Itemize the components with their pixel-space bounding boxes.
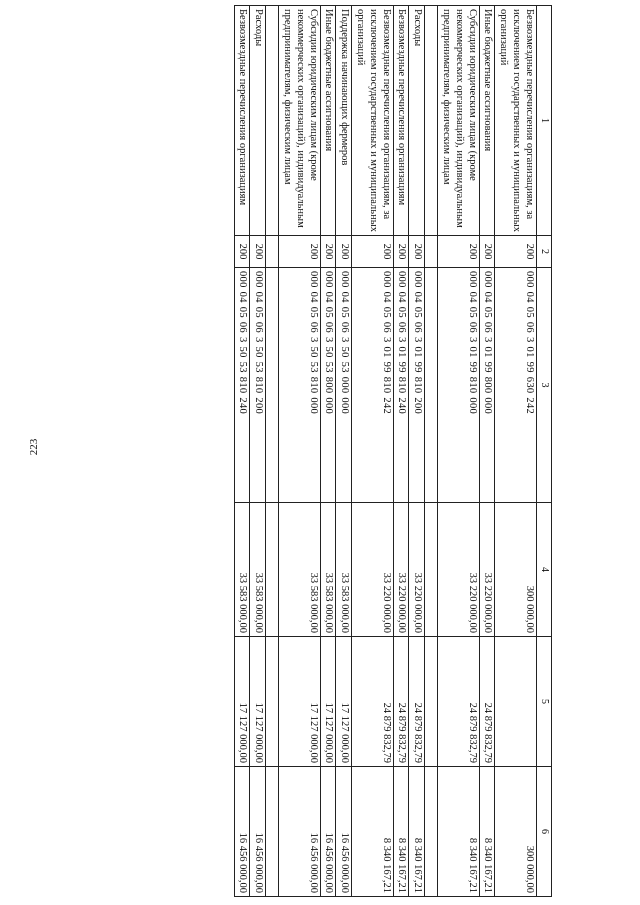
code-segment: 000 <box>339 397 351 415</box>
code-segment: 3 <box>253 336 265 343</box>
spacer-row <box>266 6 279 897</box>
code-segment: 01 <box>523 346 535 358</box>
code-segment: 04 <box>412 291 424 303</box>
remaining-amount-cell: 8 340 167,21 <box>479 767 495 897</box>
code-segment: 000 <box>412 271 424 288</box>
code-segment: 000 <box>253 271 265 288</box>
code-segment: 810 <box>466 376 478 394</box>
spacer-cell <box>266 637 279 767</box>
spacer-cell <box>425 236 438 268</box>
code-segment: 242 <box>380 397 392 415</box>
code-segment: 000 <box>339 376 351 394</box>
code-segment: 200 <box>253 397 265 415</box>
spacer-cell <box>266 503 279 637</box>
code-segment: 000 <box>482 271 494 288</box>
spacer-cell <box>425 767 438 897</box>
code-segment: 000 <box>380 271 392 288</box>
remaining-amount-cell: 16 456 000,00 <box>234 767 250 897</box>
admin-code-cell: 200 <box>479 236 495 268</box>
code-segment: 810 <box>307 376 319 394</box>
code-segment: 01 <box>466 346 478 358</box>
code-segment: 200 <box>412 397 424 415</box>
code-segment: 06 <box>237 321 249 333</box>
row-name-cell: Субсидии юридическим лицам (кроме некоммерческих организаций), индивидуальным предпринимателям, физическим лицам <box>438 6 479 236</box>
admin-code-cell: 200 <box>393 236 409 268</box>
code-segment: 06 <box>339 321 351 333</box>
row-name-cell: Иные бюджетные ассигнования <box>320 6 336 236</box>
executed-amount-cell: 17 127 000,00 <box>279 637 320 767</box>
executed-amount-cell: 17 127 000,00 <box>320 637 336 767</box>
approved-amount-cell: 33 583 000,00 <box>279 503 320 637</box>
row-name-cell: Безвозмездные перечисления организациям, за исключением государственных и муниципальных организаций <box>352 6 393 236</box>
code-segment: 810 <box>412 376 424 394</box>
approved-amount-cell: 33 220 000,00 <box>438 503 479 637</box>
row-name-cell: Субсидии юридическим лицам (кроме некоммерческих организаций), индивидуальным предпринимателям, физическим лицам <box>279 6 320 236</box>
code-segment: 3 <box>380 336 392 343</box>
admin-code-cell: 200 <box>250 236 266 268</box>
code-segment: 04 <box>380 291 392 303</box>
code-segment: 99 <box>412 361 424 373</box>
remaining-amount-cell: 8 340 167,21 <box>352 767 393 897</box>
code-segment: 99 <box>380 361 392 373</box>
approved-amount-cell: 33 220 000,00 <box>479 503 495 637</box>
code-segment: 3 <box>466 336 478 343</box>
code-segment: 05 <box>523 306 535 318</box>
approved-amount-cell: 33 220 000,00 <box>352 503 393 637</box>
table-row <box>495 6 536 897</box>
column-header-4: 4 <box>536 503 551 637</box>
code-segment: 810 <box>253 376 265 394</box>
code-segment: 3 <box>396 336 408 343</box>
table-row <box>336 6 352 897</box>
admin-code-cell: 200 <box>409 236 425 268</box>
rotated-page-content <box>74 5 552 896</box>
code-segment: 01 <box>396 346 408 358</box>
code-segment: 000 <box>307 397 319 415</box>
code-segment: 06 <box>380 321 392 333</box>
budget-code-cell <box>438 268 479 503</box>
code-segment: 05 <box>339 306 351 318</box>
code-segment: 3 <box>307 336 319 343</box>
code-segment: 810 <box>380 376 392 394</box>
approved-amount-cell: 33 220 000,00 <box>393 503 409 637</box>
row-name-cell: Расходы <box>250 6 266 236</box>
code-segment: 000 <box>466 271 478 288</box>
header-row <box>536 6 551 897</box>
code-segment: 06 <box>412 321 424 333</box>
spacer-cell <box>425 6 438 236</box>
executed-amount-cell: 17 127 000,00 <box>336 637 352 767</box>
code-segment: 05 <box>380 306 392 318</box>
code-segment: 000 <box>323 271 335 288</box>
column-header-3: 3 <box>536 268 551 503</box>
budget-code-cell <box>393 268 409 503</box>
code-segment: 3 <box>523 336 535 343</box>
spacer-cell <box>425 637 438 767</box>
column-header-5: 5 <box>536 637 551 767</box>
code-segment: 810 <box>396 376 408 394</box>
remaining-amount-cell: 8 340 167,21 <box>438 767 479 897</box>
admin-code-cell: 200 <box>320 236 336 268</box>
code-segment: 04 <box>237 291 249 303</box>
row-name-cell: Поддержка начинающих фермеров <box>336 6 352 236</box>
remaining-amount-cell: 16 456 000,00 <box>336 767 352 897</box>
budget-code-cell <box>234 268 250 503</box>
admin-code-cell: 200 <box>438 236 479 268</box>
code-segment: 05 <box>412 306 424 318</box>
code-segment: 242 <box>523 397 535 415</box>
code-segment: 800 <box>323 376 335 394</box>
remaining-amount-cell: 16 456 000,00 <box>320 767 336 897</box>
approved-amount-cell: 300 000,00 <box>495 503 536 637</box>
admin-code-cell: 200 <box>234 236 250 268</box>
approved-amount-cell: 33 583 000,00 <box>234 503 250 637</box>
code-segment: 50 <box>307 346 319 358</box>
code-segment: 53 <box>237 361 249 373</box>
code-segment: 04 <box>466 291 478 303</box>
code-segment: 630 <box>523 376 535 394</box>
budget-code-cell <box>479 268 495 503</box>
code-segment: 99 <box>523 361 535 373</box>
column-header-6: 6 <box>536 767 551 897</box>
admin-code-cell: 200 <box>495 236 536 268</box>
code-segment: 04 <box>323 291 335 303</box>
code-segment: 06 <box>323 321 335 333</box>
row-name-cell: Безвозмездные перечисления организациям <box>393 6 409 236</box>
code-segment: 04 <box>307 291 319 303</box>
code-segment: 3 <box>237 336 249 343</box>
code-segment: 800 <box>482 376 494 394</box>
code-segment: 04 <box>339 291 351 303</box>
budget-code-cell <box>352 268 393 503</box>
table-row <box>479 6 495 897</box>
budget-code-cell <box>495 268 536 503</box>
code-segment: 05 <box>323 306 335 318</box>
code-segment: 000 <box>237 271 249 288</box>
row-name-cell: Безвозмездные перечисления организациям, за исключением государственных и муниципальных организаций <box>495 6 536 236</box>
table-row <box>234 6 250 897</box>
code-segment: 05 <box>237 306 249 318</box>
remaining-amount-cell: 8 340 167,21 <box>409 767 425 897</box>
code-segment: 06 <box>466 321 478 333</box>
admin-code-cell: 200 <box>336 236 352 268</box>
code-segment: 01 <box>380 346 392 358</box>
code-segment: 50 <box>237 346 249 358</box>
table-row <box>320 6 336 897</box>
code-segment: 000 <box>339 271 351 288</box>
row-name-cell: Иные бюджетные ассигнования <box>479 6 495 236</box>
column-header-2: 2 <box>536 236 551 268</box>
code-segment: 000 <box>307 271 319 288</box>
code-segment: 05 <box>466 306 478 318</box>
code-segment: 01 <box>482 346 494 358</box>
table-row <box>279 6 320 897</box>
column-header-1: 1 <box>536 6 551 236</box>
budget-code-cell <box>409 268 425 503</box>
admin-code-cell: 200 <box>279 236 320 268</box>
code-segment: 3 <box>482 336 494 343</box>
executed-amount-cell: 17 127 000,00 <box>234 637 250 767</box>
table-row <box>409 6 425 897</box>
code-segment: 53 <box>307 361 319 373</box>
code-segment: 04 <box>253 291 265 303</box>
code-segment: 06 <box>396 321 408 333</box>
budget-table <box>234 5 552 897</box>
code-segment: 000 <box>482 397 494 415</box>
remaining-amount-cell: 300 000,00 <box>495 767 536 897</box>
code-segment: 3 <box>323 336 335 343</box>
remaining-amount-cell: 16 456 000,00 <box>250 767 266 897</box>
spacer-cell <box>425 268 438 503</box>
code-segment: 05 <box>253 306 265 318</box>
budget-code-cell <box>250 268 266 503</box>
table-row <box>393 6 409 897</box>
row-name-cell: Безвозмездные перечисления организациям <box>234 6 250 236</box>
spacer-cell <box>266 236 279 268</box>
approved-amount-cell: 33 583 000,00 <box>336 503 352 637</box>
code-segment: 50 <box>339 346 351 358</box>
approved-amount-cell: 33 583 000,00 <box>250 503 266 637</box>
executed-amount-cell <box>495 637 536 767</box>
executed-amount-cell: 24 879 832,79 <box>479 637 495 767</box>
spacer-cell <box>266 767 279 897</box>
code-segment: 000 <box>323 397 335 415</box>
code-segment: 240 <box>396 397 408 415</box>
code-segment: 99 <box>482 361 494 373</box>
code-segment: 06 <box>307 321 319 333</box>
code-segment: 06 <box>523 321 535 333</box>
page-number: 223 <box>28 438 40 456</box>
code-segment: 53 <box>339 361 351 373</box>
code-segment: 04 <box>396 291 408 303</box>
code-segment: 000 <box>396 271 408 288</box>
code-segment: 05 <box>307 306 319 318</box>
code-segment: 3 <box>412 336 424 343</box>
code-segment: 50 <box>323 346 335 358</box>
code-segment: 000 <box>523 271 535 288</box>
code-segment: 53 <box>323 361 335 373</box>
approved-amount-cell: 33 220 000,00 <box>409 503 425 637</box>
code-segment: 000 <box>466 397 478 415</box>
table-row <box>352 6 393 897</box>
spacer-cell <box>266 6 279 236</box>
budget-code-cell <box>279 268 320 503</box>
code-segment: 06 <box>482 321 494 333</box>
code-segment: 50 <box>253 346 265 358</box>
budget-code-cell <box>320 268 336 503</box>
budget-code-cell <box>336 268 352 503</box>
executed-amount-cell: 24 879 832,79 <box>393 637 409 767</box>
code-segment: 99 <box>466 361 478 373</box>
table-row <box>250 6 266 897</box>
code-segment: 06 <box>253 321 265 333</box>
spacer-row <box>425 6 438 897</box>
admin-code-cell: 200 <box>352 236 393 268</box>
code-segment: 99 <box>396 361 408 373</box>
code-segment: 04 <box>523 291 535 303</box>
executed-amount-cell: 24 879 832,79 <box>352 637 393 767</box>
code-segment: 3 <box>339 336 351 343</box>
code-segment: 53 <box>253 361 265 373</box>
code-segment: 04 <box>482 291 494 303</box>
spacer-cell <box>266 268 279 503</box>
remaining-amount-cell: 8 340 167,21 <box>393 767 409 897</box>
spacer-cell <box>425 503 438 637</box>
code-segment: 05 <box>482 306 494 318</box>
code-segment: 810 <box>237 376 249 394</box>
code-segment: 240 <box>237 397 249 415</box>
table-row <box>438 6 479 897</box>
executed-amount-cell: 24 879 832,79 <box>438 637 479 767</box>
row-name-cell: Расходы <box>409 6 425 236</box>
executed-amount-cell: 17 127 000,00 <box>250 637 266 767</box>
executed-amount-cell: 24 879 832,79 <box>409 637 425 767</box>
remaining-amount-cell: 16 456 000,00 <box>279 767 320 897</box>
code-segment: 01 <box>412 346 424 358</box>
code-segment: 05 <box>396 306 408 318</box>
approved-amount-cell: 33 583 000,00 <box>320 503 336 637</box>
